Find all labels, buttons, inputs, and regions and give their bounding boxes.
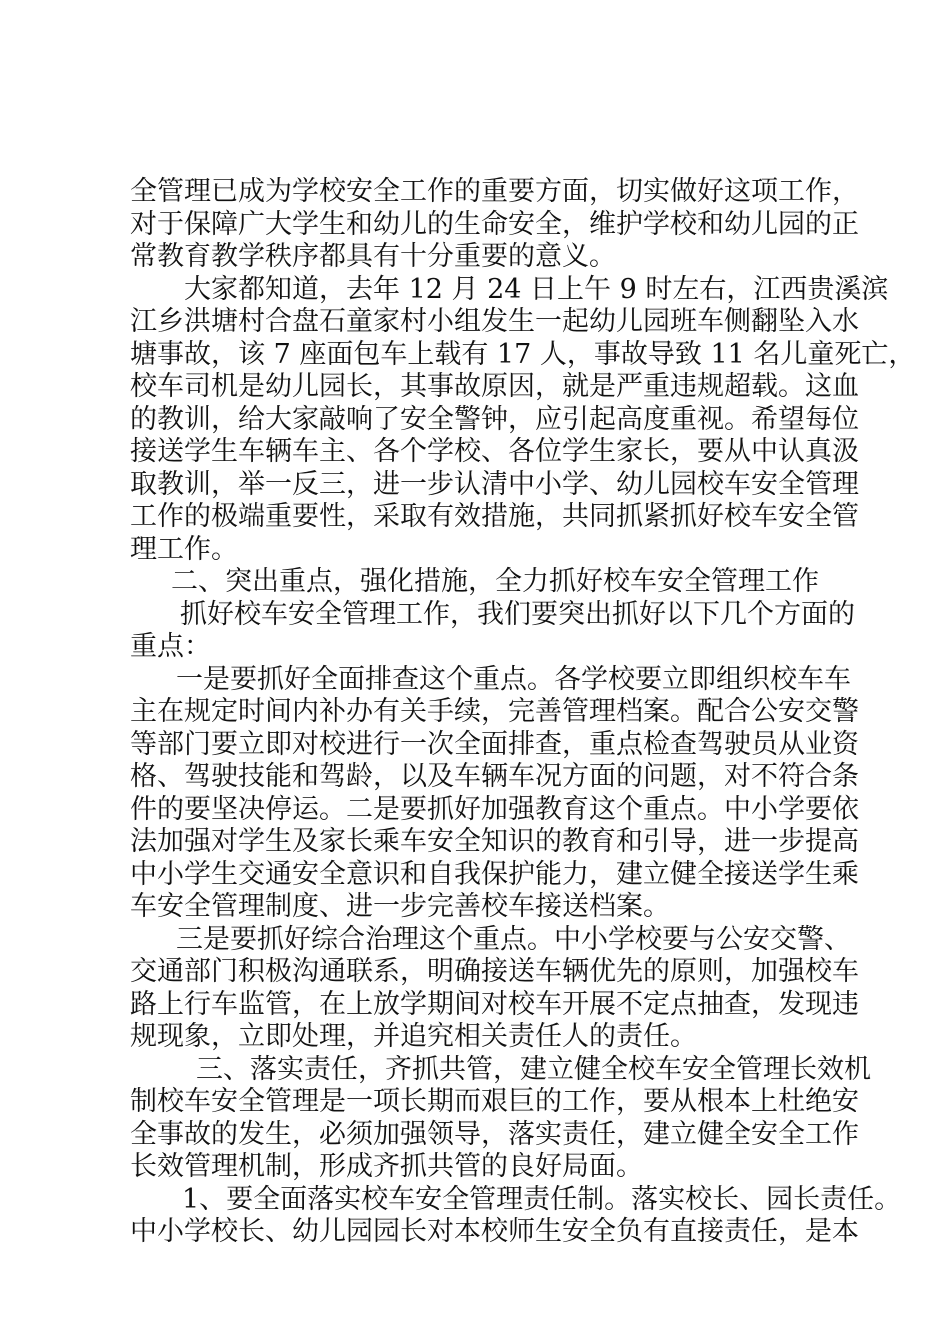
- text-line: 工作的极端重要性，采取有效措施，共同抓紧抓好校车安全管: [130, 501, 859, 532]
- section-heading: 二、突出重点，强化措施，全力抓好校车安全管理工作: [171, 566, 819, 597]
- text-line: 对于保障广大学生和幼儿的生命安全，维护学校和幼儿园的正: [130, 208, 859, 240]
- text-line: 塘事故，该 7 座面包车上载有 17 人，事故导致 11 名儿童死亡，: [130, 338, 916, 370]
- paragraph-first-line: 抓好校车安全管理工作，我们要突出抓好以下几个方面的: [180, 598, 855, 630]
- text-line: 江乡洪塘村合盘石童家村小组发生一起幼儿园班车侧翻坠入水: [130, 306, 859, 337]
- text-line: 全管理已成为学校安全工作的重要方面，切实做好这项工作，: [130, 176, 859, 207]
- text-line: 中小学生交通安全意识和自我保护能力，建立健全接送学生乘: [130, 858, 859, 890]
- text-line: 等部门要立即对校进行一次全面排查，重点检查驾驶员从业资: [130, 728, 859, 760]
- text-line: 常教育教学秩序都具有十分重要的意义。: [130, 241, 616, 272]
- text-line: 制校车安全管理是一项长期而艰巨的工作，要从根本上杜绝安: [130, 1086, 859, 1117]
- text-line: 取教训，举一反三，进一步认清中小学、幼儿园校车安全管理: [130, 468, 859, 500]
- text-line: 路上行车监管，在上放学期间对校车开展不定点抽查，发现违: [130, 988, 859, 1020]
- text-line: 的教训，给大家敲响了安全警钟，应引起高度重视。希望每位: [130, 403, 859, 435]
- paragraph-first-line: 大家都知道，去年 12 月 24 日上午 9 时左右，江西贵溪滨: [184, 273, 889, 305]
- text-line: 理工作。: [130, 533, 238, 565]
- paragraph-first-line: 一是要抓好全面排查这个重点。各学校要立即组织校车车: [176, 663, 851, 695]
- text-line: 车安全管理制度、进一步完善校车接送档案。: [130, 891, 670, 922]
- text-line: 法加强对学生及家长乘车安全知识的教育和引导，进一步提高: [130, 826, 859, 857]
- document-body: [130, 176, 916, 1249]
- text-line: 长效管理机制，形成齐抓共管的良好局面。: [130, 1151, 643, 1182]
- text-line: 校车司机是幼儿园长，其事故原因，就是严重违规超载。这血: [130, 371, 859, 402]
- paragraph-first-line: 1、要全面落实校车安全管理责任制。落实校长、园长责任。: [182, 1183, 902, 1215]
- text-line: 交通部门积极沟通联系，明确接送车辆优先的原则，加强校车: [130, 956, 859, 987]
- text-line: 接送学生车辆车主、各个学校、各位学生家长，要从中认真汲: [130, 436, 859, 467]
- text-line: 主在规定时间内补办有关手续，完善管理档案。配合公安交警: [130, 696, 859, 727]
- paragraph-first-line: 三是要抓好综合治理这个重点。中小学校要与公安交警、: [176, 923, 851, 955]
- text-line: 全事故的发生，必须加强领导，落实责任，建立健全安全工作: [130, 1118, 859, 1150]
- section-heading: 三、落实责任，齐抓共管，建立健全校车安全管理长效机: [196, 1053, 871, 1085]
- text-line: 规现象，立即处理，并追究相关责任人的责任。: [130, 1021, 697, 1052]
- text-line: 重点：: [130, 631, 211, 662]
- text-line: 件的要坚决停运。二是要抓好加强教育这个重点。中小学要依: [130, 793, 859, 825]
- text-line: 中小学校长、幼儿园园长对本校师生安全负有直接责任，是本: [130, 1216, 859, 1247]
- text-line: 格、驾驶技能和驾龄，以及车辆车况方面的问题，对不符合条: [130, 761, 859, 792]
